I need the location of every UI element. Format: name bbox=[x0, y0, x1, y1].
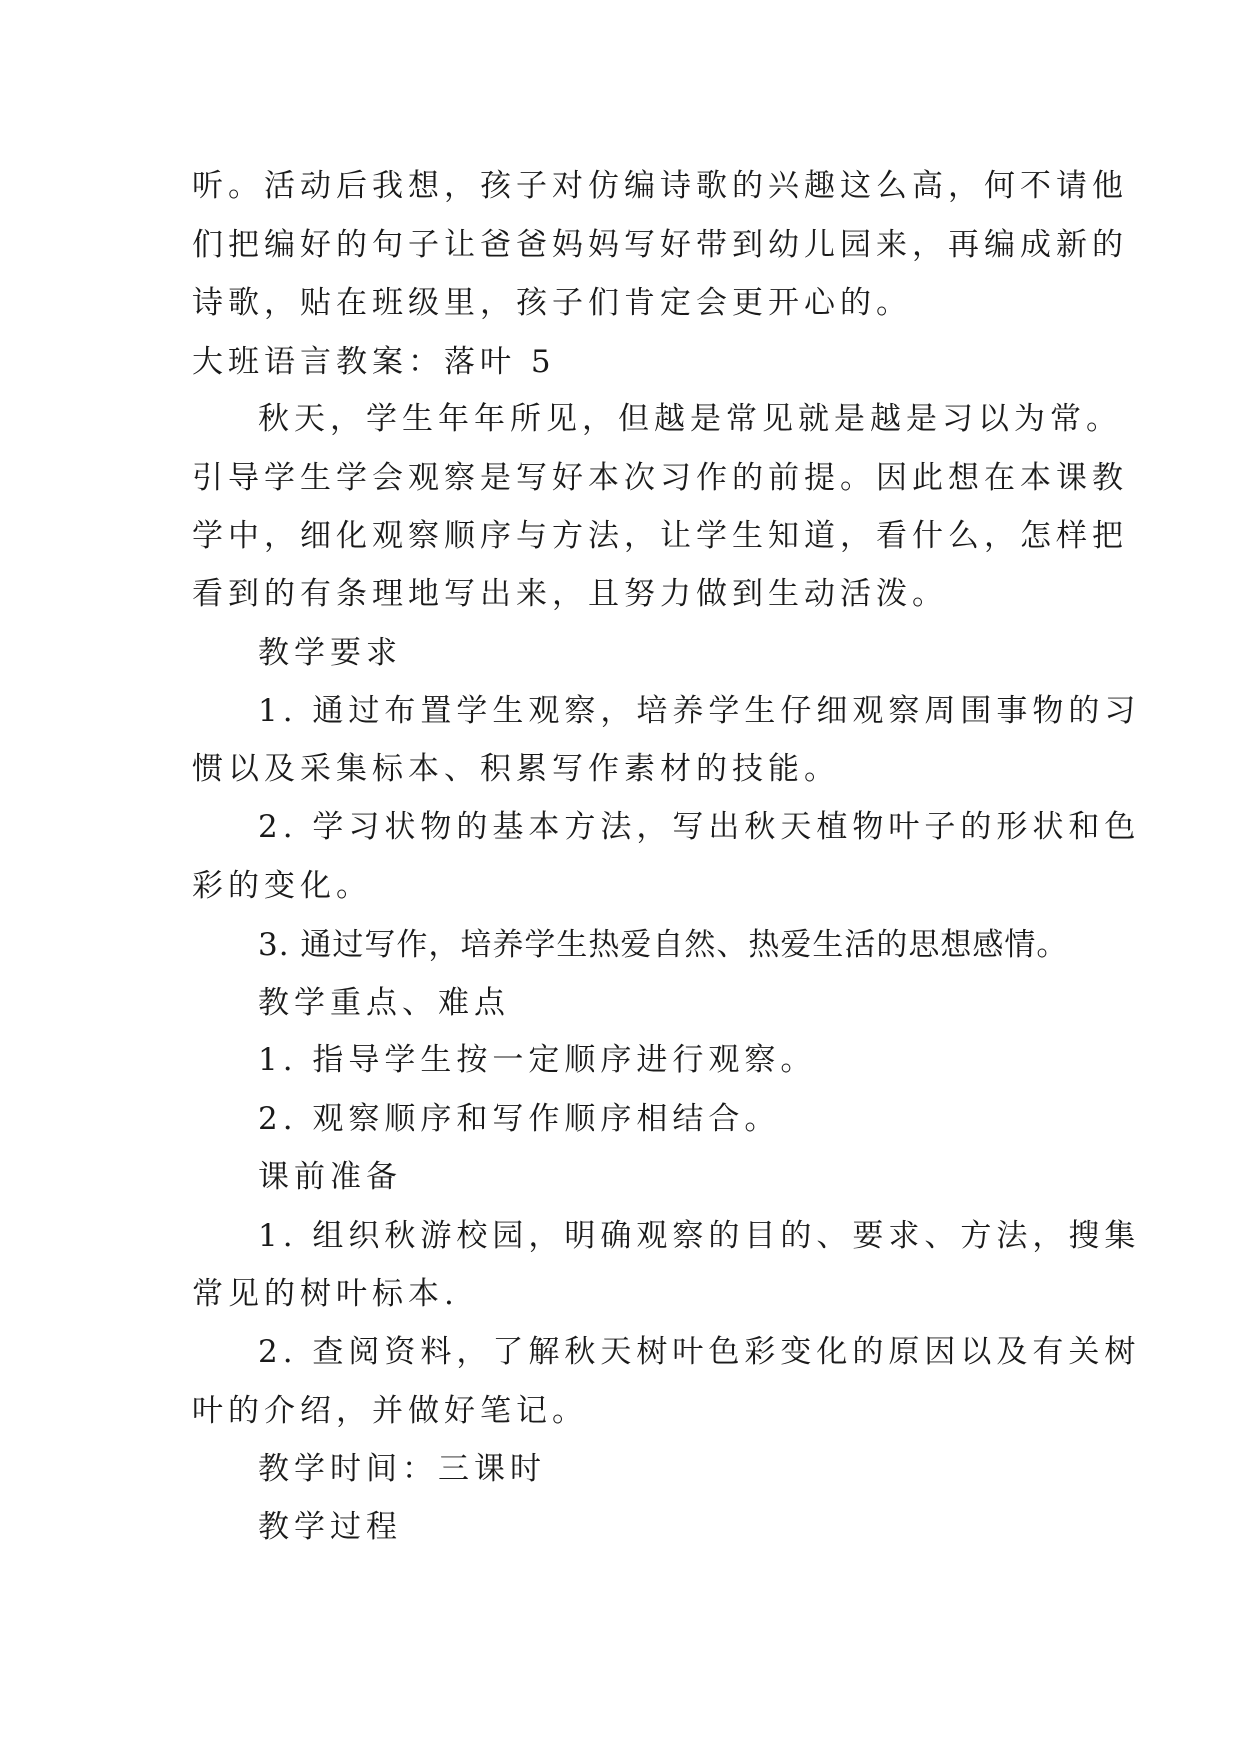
list-item: 2. 观察顺序和写作顺序相结合。 bbox=[258, 1101, 781, 1137]
paragraph-line: 诗歌，贴在班级里，孩子们肯定会更开心的。 bbox=[192, 285, 912, 321]
subheading: 教学过程 bbox=[258, 1509, 402, 1545]
subheading: 教学时间：三课时 bbox=[258, 1451, 546, 1487]
list-item-continuation: 常见的树叶标本. bbox=[192, 1276, 459, 1312]
list-item: 2. 学习状物的基本方法，写出秋天植物叶子的形状和色 bbox=[258, 809, 1141, 845]
subheading: 教学重点、难点 bbox=[258, 985, 510, 1021]
list-item: 3. 通过写作，培养学生热爱自然、热爱生活的思想感情。 bbox=[258, 927, 1069, 963]
list-item-continuation: 彩的变化。 bbox=[192, 868, 372, 904]
paragraph-line: 引导学生学会观察是写好本次习作的前提。因此想在本课教 bbox=[192, 460, 1128, 496]
list-item-continuation: 惯以及采集标本、积累写作素材的技能。 bbox=[192, 751, 840, 787]
paragraph-line: 秋天，学生年年所见，但越是常见就是越是习以为常。 bbox=[258, 401, 1122, 437]
list-item: 1. 组织秋游校园，明确观察的目的、要求、方法，搜集 bbox=[258, 1218, 1141, 1254]
paragraph-line: 们把编好的句子让爸爸妈妈写好带到幼儿园来，再编成新的 bbox=[192, 227, 1128, 263]
list-item: 1. 通过布置学生观察，培养学生仔细观察周围事物的习 bbox=[258, 693, 1141, 729]
subheading: 教学要求 bbox=[258, 635, 402, 671]
list-item-continuation: 叶的介绍，并做好笔记。 bbox=[192, 1393, 588, 1429]
paragraph-line: 看到的有条理地写出来，且努力做到生动活泼。 bbox=[192, 576, 948, 612]
list-item: 1. 指导学生按一定顺序进行观察。 bbox=[258, 1042, 817, 1078]
section-heading: 大班语言教案：落叶 5 bbox=[192, 344, 556, 380]
paragraph-line: 听。活动后我想，孩子对仿编诗歌的兴趣这么高，何不请他 bbox=[192, 168, 1128, 204]
paragraph-line: 学中，细化观察顺序与方法，让学生知道，看什么，怎样把 bbox=[192, 518, 1128, 554]
subheading: 课前准备 bbox=[258, 1159, 402, 1195]
list-item: 2. 查阅资料，了解秋天树叶色彩变化的原因以及有关树 bbox=[258, 1334, 1141, 1370]
